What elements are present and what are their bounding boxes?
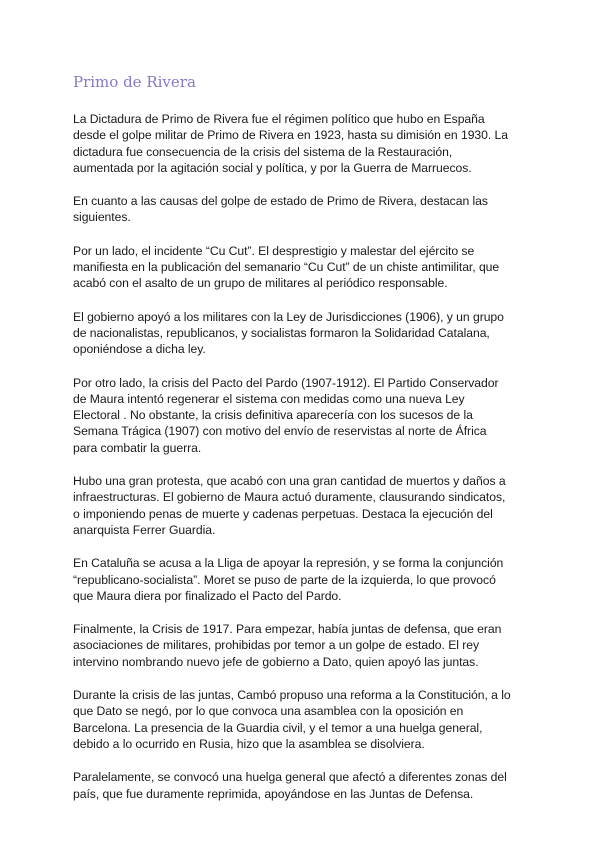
paragraph-cu-cut: Por un lado, el incidente “Cu Cut”. El desprestigio y malestar del ejército se manifiesta en la publicación del semanario “Cu Cut” de un chiste antimilitar, que acabó con el asalto de un grupo de militares al periódico responsable.: [73, 243, 500, 291]
paragraph-crisis-1917: Finalmente, la Crisis de 1917. Para empezar, había juntas de defensa, que eran asociaciones de militares, prohibidas por temor a un golpe de estado. El rey intervino nombrando nuevo jefe de gobierno a Dato, quien apoyó las juntas.: [73, 622, 502, 669]
paragraph-protesta: Hubo una gran protesta, que acabó con una gran cantidad de muertos y daños a infraestructuras. El gobierno de Maura actuó duramente, clausurando sindicatos, o imponiendo penas de muerte y cadenas perpetuas. Destaca la ejecución del anarquista Ferrer Guardia.: [73, 474, 506, 537]
paragraph-jurisdicciones: El gobierno apoyó a los militares con la Ley de Jurisdicciones (1906), y un grupo de nacionalistas, republicanos, y socialistas formaron la Solidaridad Catalana, oponiéndose a dicha ley.: [73, 309, 504, 357]
paragraph-intro: La Dictadura de Primo de Rivera fue el régimen político que hubo en España desde el golpe militar de Primo de Rivera en 1923, hasta su dimisión en 1930. La dictadura fue consecuencia de la crisis del sistema de la Restauración, aumentada por la agitación social y política, y por la Guerra de Marruecos.: [73, 112, 509, 175]
paragraph-huelga: Paralelamente, se convocó una huelga general que afectó a diferentes zonas del país, que fue duramente reprimida, apoyándose en las Juntas de Defensa.: [73, 770, 507, 801]
paragraph-cataluna: En Cataluña se acusa a la Lliga de apoyar la represión, y se forma la conjunción “republicano-socialista”. Moret se puso de parte de la izquierda, lo que provocó que Maura diera por finalizado el Pacto del Pardo.: [73, 556, 504, 603]
document-title: Primo de Rivera: [73, 73, 196, 91]
paragraph-crisis-juntas: Durante la crisis de las juntas, Cambó propuso una reforma a la Constitución, a lo que Dato se negó, por lo que convoca una asamblea con la oposición en Barcelona. La presencia de la Guardia civil, y el temor a una huelga general, debido a lo ocurrido en Rusia, hizo que la asamblea se disolviera.: [73, 688, 511, 751]
document-page: [73, 72, 513, 819]
paragraph-causes: En cuanto a las causas del golpe de estado de Primo de Rivera, destacan las siguientes.: [73, 194, 488, 225]
paragraph-pacto-pardo: Por otro lado, la crisis del Pacto del Pardo (1907-1912). El Partido Conservador de Maura intentó regenerar el sistema con medidas como una nueva Ley Electoral . No obstante, la crisis definitiva aparecería con los sucesos de la Semana Trágica (1907) con motivo del envío de reservistas al norte de África para combatir la guerra.: [73, 375, 499, 455]
